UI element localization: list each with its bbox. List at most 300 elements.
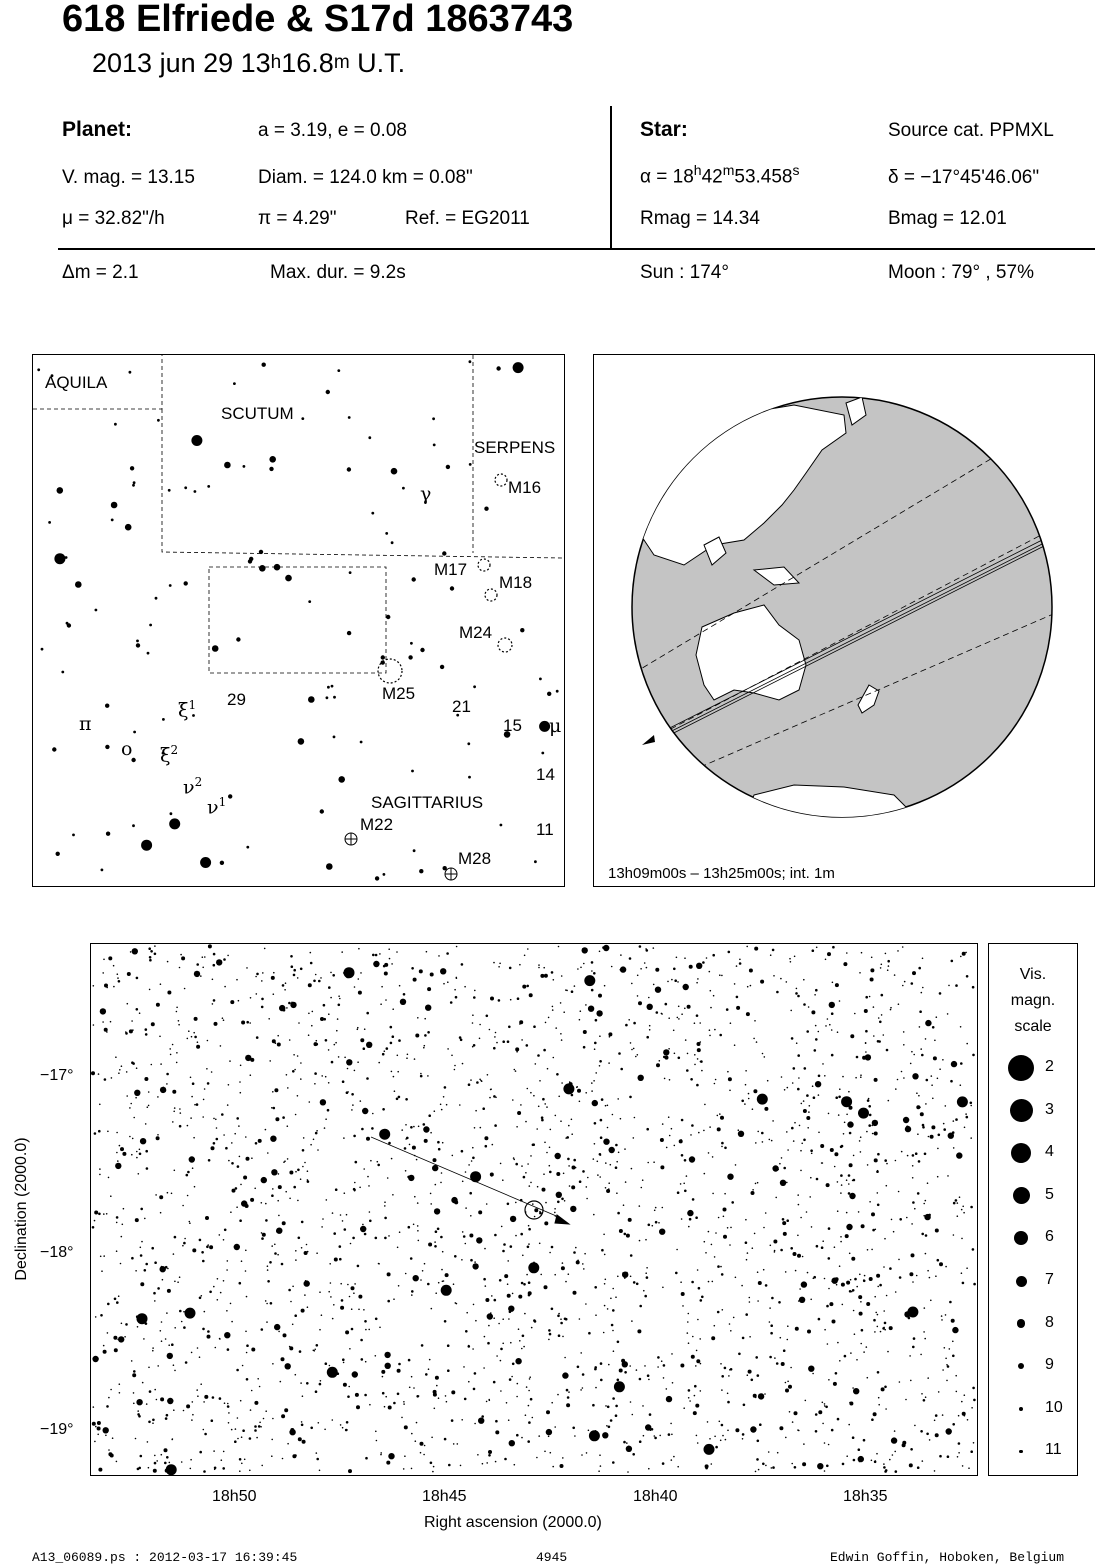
star-dot bbox=[705, 1252, 707, 1254]
star-dot bbox=[774, 1357, 776, 1359]
star-dot bbox=[853, 1179, 856, 1182]
star-dot bbox=[338, 995, 340, 997]
star-dot bbox=[278, 1185, 282, 1189]
star-dot bbox=[727, 1393, 729, 1395]
star-dot bbox=[249, 1470, 251, 1472]
star-dot bbox=[736, 965, 738, 967]
star-dot bbox=[560, 1318, 562, 1320]
star-dot bbox=[787, 1149, 789, 1151]
star-dot bbox=[648, 997, 650, 999]
star-dot bbox=[660, 1138, 664, 1142]
star-dot bbox=[57, 487, 64, 494]
star-dot bbox=[323, 1004, 326, 1007]
star-dot bbox=[810, 1149, 813, 1152]
star-dot bbox=[199, 1451, 202, 1454]
star-dot bbox=[380, 1003, 382, 1005]
star-dot bbox=[307, 1306, 309, 1308]
star-dot bbox=[934, 1040, 936, 1042]
star-dot bbox=[465, 1171, 467, 1173]
star-dot bbox=[909, 1463, 913, 1467]
star-dot bbox=[755, 1142, 757, 1144]
star-dot bbox=[530, 1155, 532, 1157]
star-dot bbox=[440, 1104, 442, 1106]
star-dot bbox=[603, 1332, 605, 1334]
star-dot bbox=[910, 1448, 913, 1451]
star-dot bbox=[572, 1166, 576, 1170]
star-dot bbox=[571, 1094, 574, 1097]
star-dot bbox=[955, 1199, 958, 1202]
star-dot bbox=[438, 1282, 440, 1284]
star-dot bbox=[293, 1054, 295, 1056]
star-dot bbox=[251, 1348, 255, 1352]
star-dot bbox=[513, 362, 524, 373]
star-dot bbox=[149, 1390, 152, 1393]
star-dot bbox=[131, 1020, 133, 1022]
star-dot bbox=[526, 1386, 528, 1388]
star-dot bbox=[425, 1373, 428, 1376]
star-dot bbox=[608, 1032, 612, 1036]
star-dot bbox=[808, 1366, 814, 1372]
star-dot bbox=[344, 1228, 347, 1231]
star-dot bbox=[714, 1436, 716, 1438]
star-dot bbox=[375, 1355, 377, 1357]
star-dot bbox=[398, 1039, 401, 1042]
star-dot bbox=[115, 1056, 117, 1058]
star-dot bbox=[211, 1146, 215, 1150]
star-dot bbox=[962, 1412, 966, 1416]
star-dot bbox=[348, 1469, 352, 1473]
star-dot bbox=[440, 665, 444, 669]
planet-motion: μ = 32.82"/h bbox=[62, 208, 165, 229]
star-dot bbox=[832, 946, 835, 949]
star-dot bbox=[152, 1350, 154, 1352]
star-dot bbox=[309, 1101, 311, 1103]
star-dot bbox=[459, 1104, 461, 1106]
track-direction-arrow bbox=[642, 735, 655, 745]
star-dot bbox=[427, 1075, 429, 1077]
star-dot bbox=[706, 957, 708, 959]
star-dot bbox=[207, 485, 210, 488]
star-dot bbox=[452, 1155, 454, 1157]
star-dot bbox=[297, 977, 299, 979]
star-dot bbox=[259, 1386, 261, 1388]
star-dot bbox=[212, 1396, 215, 1399]
star-dot bbox=[767, 1080, 769, 1082]
star-dot bbox=[228, 1412, 230, 1414]
star-dot bbox=[568, 1125, 570, 1127]
star-dot bbox=[626, 1442, 628, 1444]
star-dot bbox=[947, 1013, 949, 1015]
star-dot bbox=[828, 1227, 831, 1230]
star-dot bbox=[594, 1122, 597, 1125]
legend-mag-label: 7 bbox=[1045, 1271, 1054, 1288]
star-dot bbox=[321, 1314, 323, 1316]
legend-dot bbox=[1019, 1450, 1022, 1453]
star-dot bbox=[388, 948, 390, 950]
star-dot bbox=[965, 1113, 967, 1115]
star-dot bbox=[507, 1283, 509, 1285]
star-dot bbox=[962, 1282, 965, 1285]
star-dot bbox=[826, 1183, 830, 1187]
star-dot bbox=[841, 1184, 843, 1186]
star-dot bbox=[525, 1121, 527, 1123]
star-dot bbox=[271, 1107, 273, 1109]
star-dot bbox=[223, 1239, 225, 1241]
star-dot bbox=[612, 1330, 614, 1332]
star-dot bbox=[446, 1104, 448, 1106]
star-dot bbox=[106, 832, 110, 836]
star-dot bbox=[502, 1250, 505, 1253]
star-dot bbox=[491, 1295, 493, 1297]
star-dot bbox=[254, 1401, 258, 1405]
star-dot bbox=[243, 1176, 247, 1180]
star-dot bbox=[473, 685, 476, 688]
legend-dot bbox=[1008, 1055, 1034, 1081]
star-dot bbox=[698, 1287, 701, 1290]
star-dot bbox=[450, 1001, 453, 1004]
star-dot bbox=[172, 1044, 174, 1046]
star-dot bbox=[649, 1029, 651, 1031]
star-dot bbox=[231, 1142, 233, 1144]
star-dot bbox=[964, 1127, 966, 1129]
star-dot bbox=[515, 1235, 517, 1237]
star-dot bbox=[132, 1373, 136, 1377]
star-dot bbox=[482, 1463, 484, 1465]
star-dot bbox=[951, 1319, 955, 1323]
star-dot bbox=[312, 1011, 314, 1013]
star-dot bbox=[354, 1070, 356, 1072]
star-dot bbox=[206, 1068, 208, 1070]
star-dot bbox=[764, 1107, 768, 1111]
greek-xi1: $\xi^1$ bbox=[178, 698, 197, 722]
star-dot bbox=[100, 1008, 106, 1014]
star-dot bbox=[354, 1283, 356, 1285]
star-dot bbox=[430, 1193, 432, 1195]
star-dot bbox=[680, 1183, 682, 1185]
star-dot bbox=[259, 550, 263, 554]
star-dot bbox=[176, 1007, 178, 1009]
star-dot bbox=[265, 1219, 268, 1222]
star-dot bbox=[326, 696, 329, 699]
star-dot bbox=[636, 1369, 638, 1371]
star-dot bbox=[884, 1159, 887, 1162]
star-dot bbox=[548, 1436, 550, 1438]
star-dot bbox=[403, 1468, 405, 1470]
star-dot bbox=[943, 1128, 946, 1131]
star-dot bbox=[330, 1296, 332, 1298]
star-dot bbox=[388, 1142, 391, 1145]
star-dot bbox=[398, 1285, 400, 1287]
star-dot bbox=[269, 467, 273, 471]
star-dot bbox=[133, 1370, 136, 1373]
star-dot bbox=[484, 1336, 486, 1338]
star-dot bbox=[331, 685, 334, 688]
star-dot bbox=[209, 1291, 212, 1294]
star-dot bbox=[691, 1124, 694, 1127]
star-dot bbox=[271, 1169, 277, 1175]
star-dot bbox=[493, 1381, 496, 1384]
star-dot bbox=[523, 1346, 525, 1348]
star-dot bbox=[773, 1240, 777, 1244]
star-dot bbox=[192, 1414, 194, 1416]
star-dot bbox=[654, 1210, 656, 1212]
star-dot bbox=[551, 1402, 553, 1404]
star-dot bbox=[242, 1429, 245, 1432]
star-dot bbox=[609, 1036, 611, 1038]
star-dot bbox=[454, 1255, 457, 1258]
star-dot bbox=[831, 1012, 834, 1015]
star-dot bbox=[911, 1051, 913, 1053]
star-dot bbox=[199, 1239, 202, 1242]
star-dot bbox=[243, 465, 246, 468]
star-dot bbox=[413, 1275, 419, 1281]
star-dot bbox=[887, 969, 889, 971]
star-dot bbox=[615, 1144, 618, 1147]
star-dot bbox=[287, 1158, 289, 1160]
star-dot bbox=[790, 961, 792, 963]
star-dot bbox=[697, 978, 699, 980]
star-dot bbox=[832, 1320, 836, 1324]
star-dot bbox=[249, 1437, 252, 1440]
star-dot bbox=[327, 1109, 330, 1112]
star-dot bbox=[871, 957, 873, 959]
star-dot bbox=[442, 1142, 444, 1144]
star-dot bbox=[611, 1324, 614, 1327]
star-dot bbox=[500, 1163, 502, 1165]
star-dot bbox=[922, 1126, 925, 1129]
star-dot bbox=[228, 1160, 230, 1162]
star-dot bbox=[834, 1246, 836, 1248]
star-dot bbox=[113, 986, 115, 988]
star-dot bbox=[357, 1061, 359, 1063]
star-dot bbox=[537, 1054, 540, 1057]
star-dot bbox=[416, 1395, 419, 1398]
star-dot bbox=[780, 1249, 783, 1252]
star-dot bbox=[704, 1241, 706, 1243]
star-dot bbox=[753, 1038, 755, 1040]
star-dot bbox=[520, 628, 524, 632]
star-dot bbox=[385, 999, 387, 1001]
star-dot bbox=[645, 1239, 647, 1241]
star-dot bbox=[174, 1107, 176, 1109]
star-dot bbox=[894, 1430, 896, 1432]
star-dot bbox=[709, 1035, 711, 1037]
star-dot bbox=[623, 1204, 625, 1206]
star-dot bbox=[952, 1355, 955, 1358]
star-dot bbox=[551, 971, 554, 974]
star-dot bbox=[275, 1117, 279, 1121]
star-dot bbox=[720, 1266, 722, 1268]
star-dot bbox=[850, 1352, 852, 1354]
star-dot bbox=[918, 1160, 921, 1163]
star-dot bbox=[415, 1034, 419, 1038]
greek-gamma: γ bbox=[420, 483, 432, 505]
star-dot bbox=[573, 1159, 576, 1162]
star-dot bbox=[704, 1173, 706, 1175]
star-dot bbox=[320, 1099, 326, 1105]
star-dot bbox=[821, 1246, 824, 1249]
star-dot bbox=[646, 949, 649, 952]
star-dot bbox=[571, 1133, 573, 1135]
star-dot bbox=[858, 1295, 862, 1299]
star-dot bbox=[434, 1241, 436, 1243]
star-dot bbox=[122, 1224, 124, 1226]
star-dot bbox=[925, 1234, 928, 1237]
star-dot bbox=[376, 1440, 378, 1442]
star-dot bbox=[749, 969, 753, 973]
star-dot bbox=[97, 1421, 101, 1425]
star-dot bbox=[67, 623, 71, 627]
ra-tick-1840: 18h40 bbox=[633, 1488, 678, 1505]
star-dot bbox=[468, 776, 471, 779]
star-dot bbox=[469, 360, 472, 363]
star-dot bbox=[160, 983, 162, 985]
star-dot bbox=[196, 1103, 199, 1106]
star-dot bbox=[384, 1352, 390, 1358]
star-dot bbox=[890, 1009, 892, 1011]
star-dot bbox=[105, 1435, 107, 1437]
star-dot bbox=[818, 1075, 821, 1078]
star-dot bbox=[344, 1192, 346, 1194]
star-dot bbox=[398, 1096, 401, 1099]
star-dot bbox=[657, 1366, 659, 1368]
star-dot bbox=[887, 960, 890, 963]
star-dot bbox=[447, 1344, 450, 1347]
star-dot bbox=[280, 1381, 282, 1383]
star-dot bbox=[639, 1305, 642, 1308]
star-dot bbox=[783, 1349, 786, 1352]
star-dot bbox=[873, 1035, 875, 1037]
star-dot bbox=[441, 1172, 443, 1174]
star-dot bbox=[793, 1067, 796, 1070]
star-dot bbox=[727, 1174, 733, 1180]
star-dot bbox=[898, 1003, 900, 1005]
star-dot bbox=[585, 1004, 587, 1006]
star-dot bbox=[805, 1400, 807, 1402]
star-dot bbox=[486, 1462, 488, 1464]
star-dot bbox=[422, 1270, 424, 1272]
star-dot bbox=[600, 1379, 603, 1382]
star-dot bbox=[515, 1202, 517, 1204]
star-dot bbox=[503, 1243, 506, 1246]
star-dot bbox=[561, 975, 563, 977]
star-dot bbox=[424, 1139, 428, 1143]
star-dot bbox=[41, 648, 44, 651]
star-dot bbox=[372, 1113, 374, 1115]
star-dot bbox=[469, 1192, 472, 1195]
star-dot bbox=[298, 1437, 302, 1441]
star-dot bbox=[172, 1121, 174, 1123]
star-dot bbox=[874, 1296, 876, 1298]
star-dot bbox=[316, 1458, 319, 1461]
star-dot bbox=[757, 1131, 759, 1133]
star-dot bbox=[216, 1138, 219, 1141]
star-dot bbox=[558, 946, 560, 948]
star-dot bbox=[261, 1328, 264, 1331]
star-dot bbox=[300, 1062, 302, 1064]
star-dot bbox=[487, 1074, 489, 1076]
star-dot bbox=[358, 1309, 360, 1311]
star-dot bbox=[297, 1169, 300, 1172]
star-dot bbox=[149, 989, 151, 991]
star-dot bbox=[502, 1343, 504, 1345]
star-dot bbox=[688, 1313, 690, 1315]
star-dot bbox=[797, 1235, 799, 1237]
label-21: 21 bbox=[452, 697, 471, 716]
star-dot bbox=[570, 1206, 576, 1212]
star-dot bbox=[957, 1096, 968, 1107]
star-dot bbox=[582, 947, 588, 953]
star-dot bbox=[288, 1002, 291, 1005]
star-dot bbox=[625, 1181, 627, 1183]
star-dot bbox=[546, 1152, 548, 1154]
star-dot bbox=[181, 1461, 183, 1463]
star-dot bbox=[378, 1263, 380, 1265]
star-dot bbox=[192, 1167, 194, 1169]
star-dot bbox=[949, 1301, 952, 1304]
star-dot bbox=[785, 1437, 787, 1439]
star-dot bbox=[869, 996, 871, 998]
star-dot bbox=[365, 1361, 367, 1363]
star-dot bbox=[552, 1009, 554, 1011]
star-dot bbox=[353, 1188, 356, 1191]
star-dot bbox=[687, 1210, 693, 1216]
star-dot bbox=[895, 1291, 897, 1293]
star-dot bbox=[369, 1220, 372, 1223]
star-dot bbox=[246, 1378, 249, 1381]
star-dot bbox=[510, 1245, 513, 1248]
star-dot bbox=[528, 1291, 532, 1295]
star-dot bbox=[897, 950, 899, 952]
star-dot bbox=[860, 1151, 862, 1153]
star-dot bbox=[113, 1336, 117, 1340]
star-dot bbox=[435, 1230, 438, 1233]
star-dot bbox=[194, 1017, 198, 1021]
star-dot bbox=[432, 1471, 434, 1473]
star-dot bbox=[820, 1144, 824, 1148]
star-dot bbox=[640, 968, 642, 970]
star-dot bbox=[937, 1078, 939, 1080]
star-dot bbox=[318, 1422, 320, 1424]
star-dot bbox=[924, 1338, 926, 1340]
star-dot bbox=[363, 1309, 365, 1311]
star-dot bbox=[432, 417, 435, 420]
star-dot bbox=[267, 1280, 270, 1283]
star-dot bbox=[132, 1138, 134, 1140]
star-dot bbox=[917, 1192, 920, 1195]
star-dot bbox=[831, 1429, 834, 1432]
star-dot bbox=[391, 541, 394, 544]
star-dot bbox=[342, 1080, 345, 1083]
star-dot bbox=[366, 1077, 369, 1080]
star-dot bbox=[721, 1389, 723, 1391]
star-dot bbox=[459, 1036, 462, 1039]
star-dot bbox=[174, 1281, 176, 1283]
star-dot bbox=[255, 1142, 258, 1145]
star-dot bbox=[348, 1386, 350, 1388]
star-dot bbox=[835, 1372, 838, 1375]
star-dot bbox=[107, 1303, 110, 1306]
star-dot bbox=[696, 1435, 698, 1437]
star-dot bbox=[148, 1105, 150, 1107]
star-dot bbox=[610, 1164, 612, 1166]
star-dot bbox=[663, 1056, 666, 1059]
star-dot bbox=[138, 1173, 140, 1175]
star-dot bbox=[419, 969, 423, 973]
star-dot bbox=[154, 945, 156, 947]
star-dot bbox=[227, 955, 229, 957]
star-dot bbox=[240, 1065, 242, 1067]
